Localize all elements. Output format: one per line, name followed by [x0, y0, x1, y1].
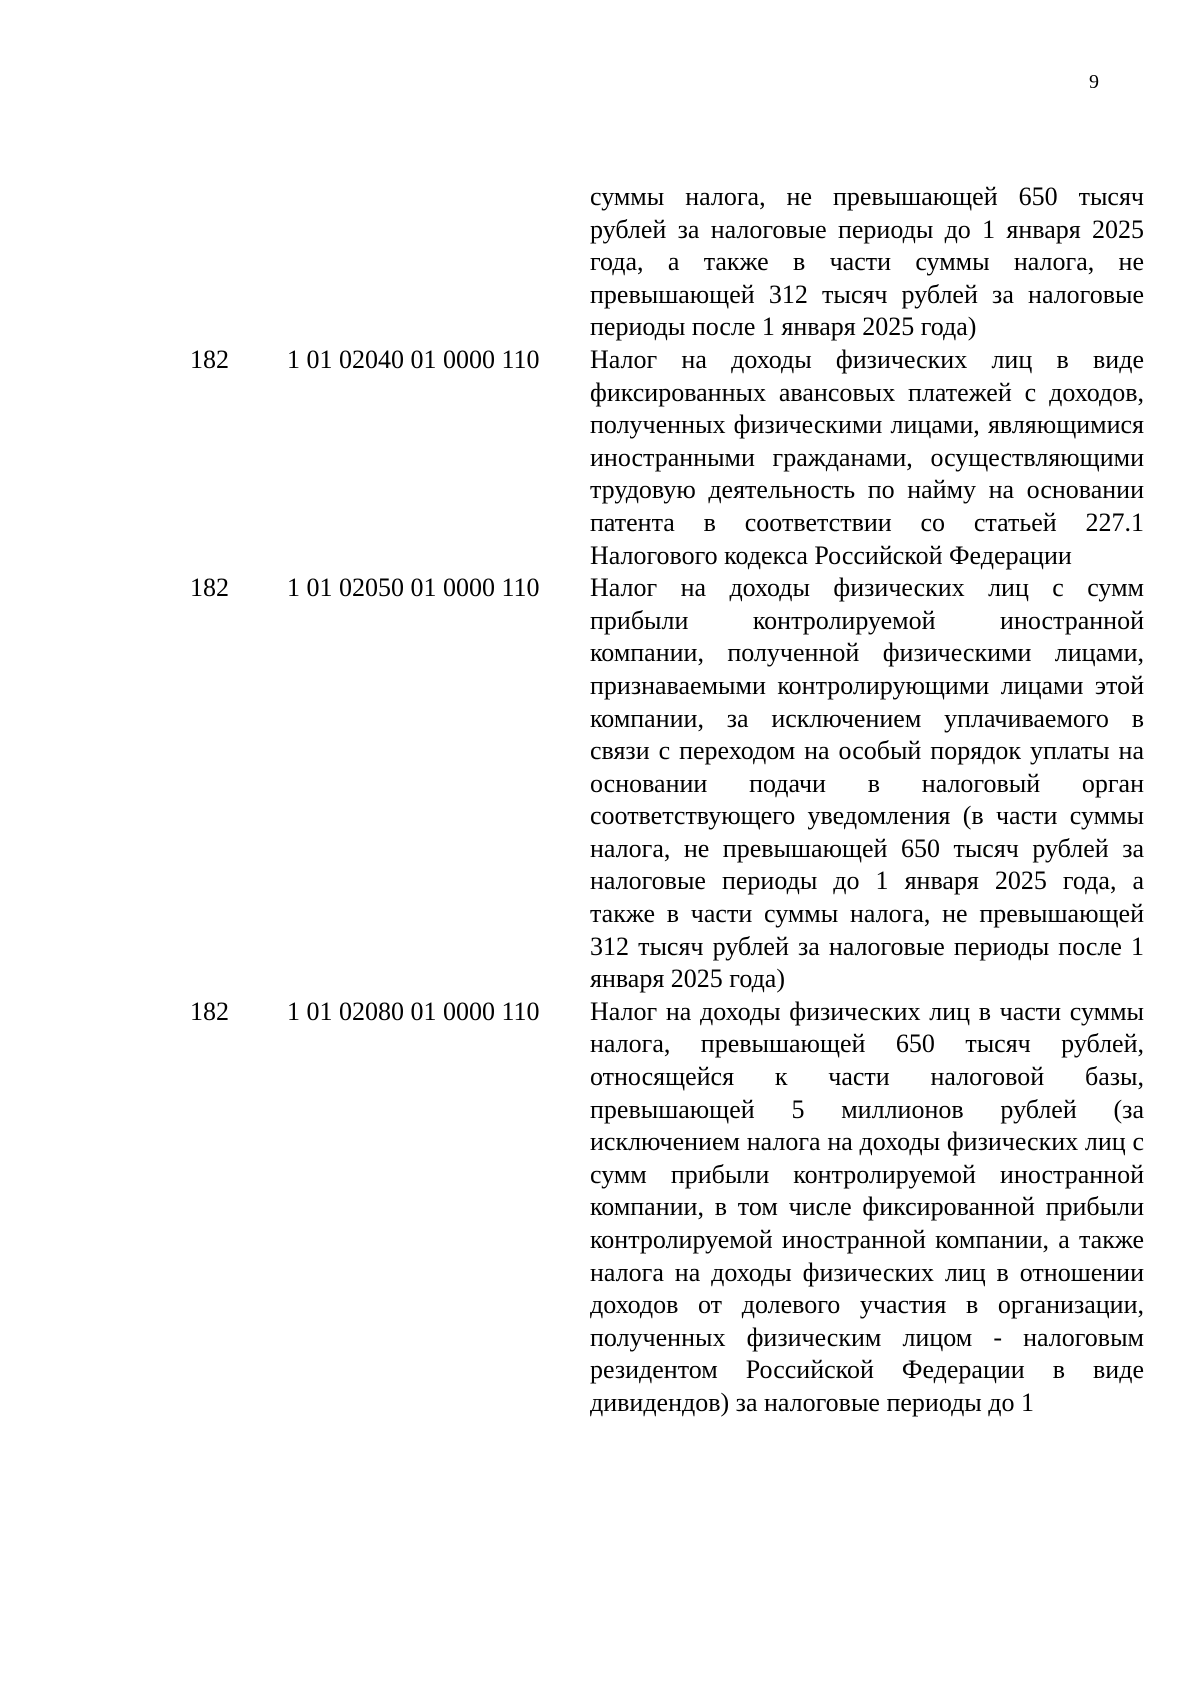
- kbk-code-cell: 1 01 02080 01 0000 110: [287, 996, 540, 1026]
- table-row: [0, 996, 1200, 1420]
- table-row: [0, 572, 1200, 996]
- income-name-cell: Налог на доходы физических лиц в виде фиксированных авансовых платежей с доходов, полученных физическими лицами, являющимися иностранными гражданами, осуществляющими трудовую деятельность по найму на основании патента в соответствии со статьей 227.1 Налогового кодекса Российской Федерации: [590, 344, 1144, 570]
- kbk-code-cell: 1 01 02050 01 0000 110: [287, 573, 540, 603]
- admin-code-cell: 182: [190, 996, 229, 1026]
- admin-code-cell: 182: [190, 573, 229, 603]
- table-row: [0, 344, 1200, 572]
- table-row: [0, 181, 1200, 344]
- income-name-cell: суммы налога, не превышающей 650 тысяч рублей за налоговые периоды до 1 января 2025 года, а также в части суммы налога, не превышающей 312 тысяч рублей за налоговые периоды после 1 января 2025 года): [590, 182, 1144, 342]
- kbk-code-cell: 1 01 02040 01 0000 110: [287, 344, 540, 374]
- page-number: 9: [1089, 71, 1099, 93]
- income-name-cell: Налог на доходы физических лиц с сумм прибыли контролируемой иностранной компании, полученной физическими лицами, признаваемыми контролирующими лицами этой компании, за исключением уплачиваемого в связи с переходом на особый порядок уплаты на основании подачи в налоговый орган соответствующего уведомления (в части суммы налога, не превышающей 650 тысяч рублей за налоговые периоды до 1 января 2025 года, а также в части суммы налога, не превышающей 312 тысяч рублей за налоговые периоды после 1 января 2025 года): [590, 573, 1144, 994]
- admin-code-cell: 182: [190, 344, 229, 374]
- kbk-table: [0, 181, 1200, 1420]
- income-name-cell: Налог на доходы физических лиц в части суммы налога, превышающей 650 тысяч рублей, относящейся к части налоговой базы, превышающей 5 миллионов рублей (за исключением налога на доходы физических лиц с сумм прибыли контролируемой иностранной компании, в том числе фиксированной прибыли контролируемой иностранной компании, а также налога на доходы физических лиц в отношении доходов от долевого участия в организации, полученных физическим лицом - налоговым резидентом Российской Федерации в виде дивидендов) за налоговые периоды до 1: [590, 996, 1144, 1417]
